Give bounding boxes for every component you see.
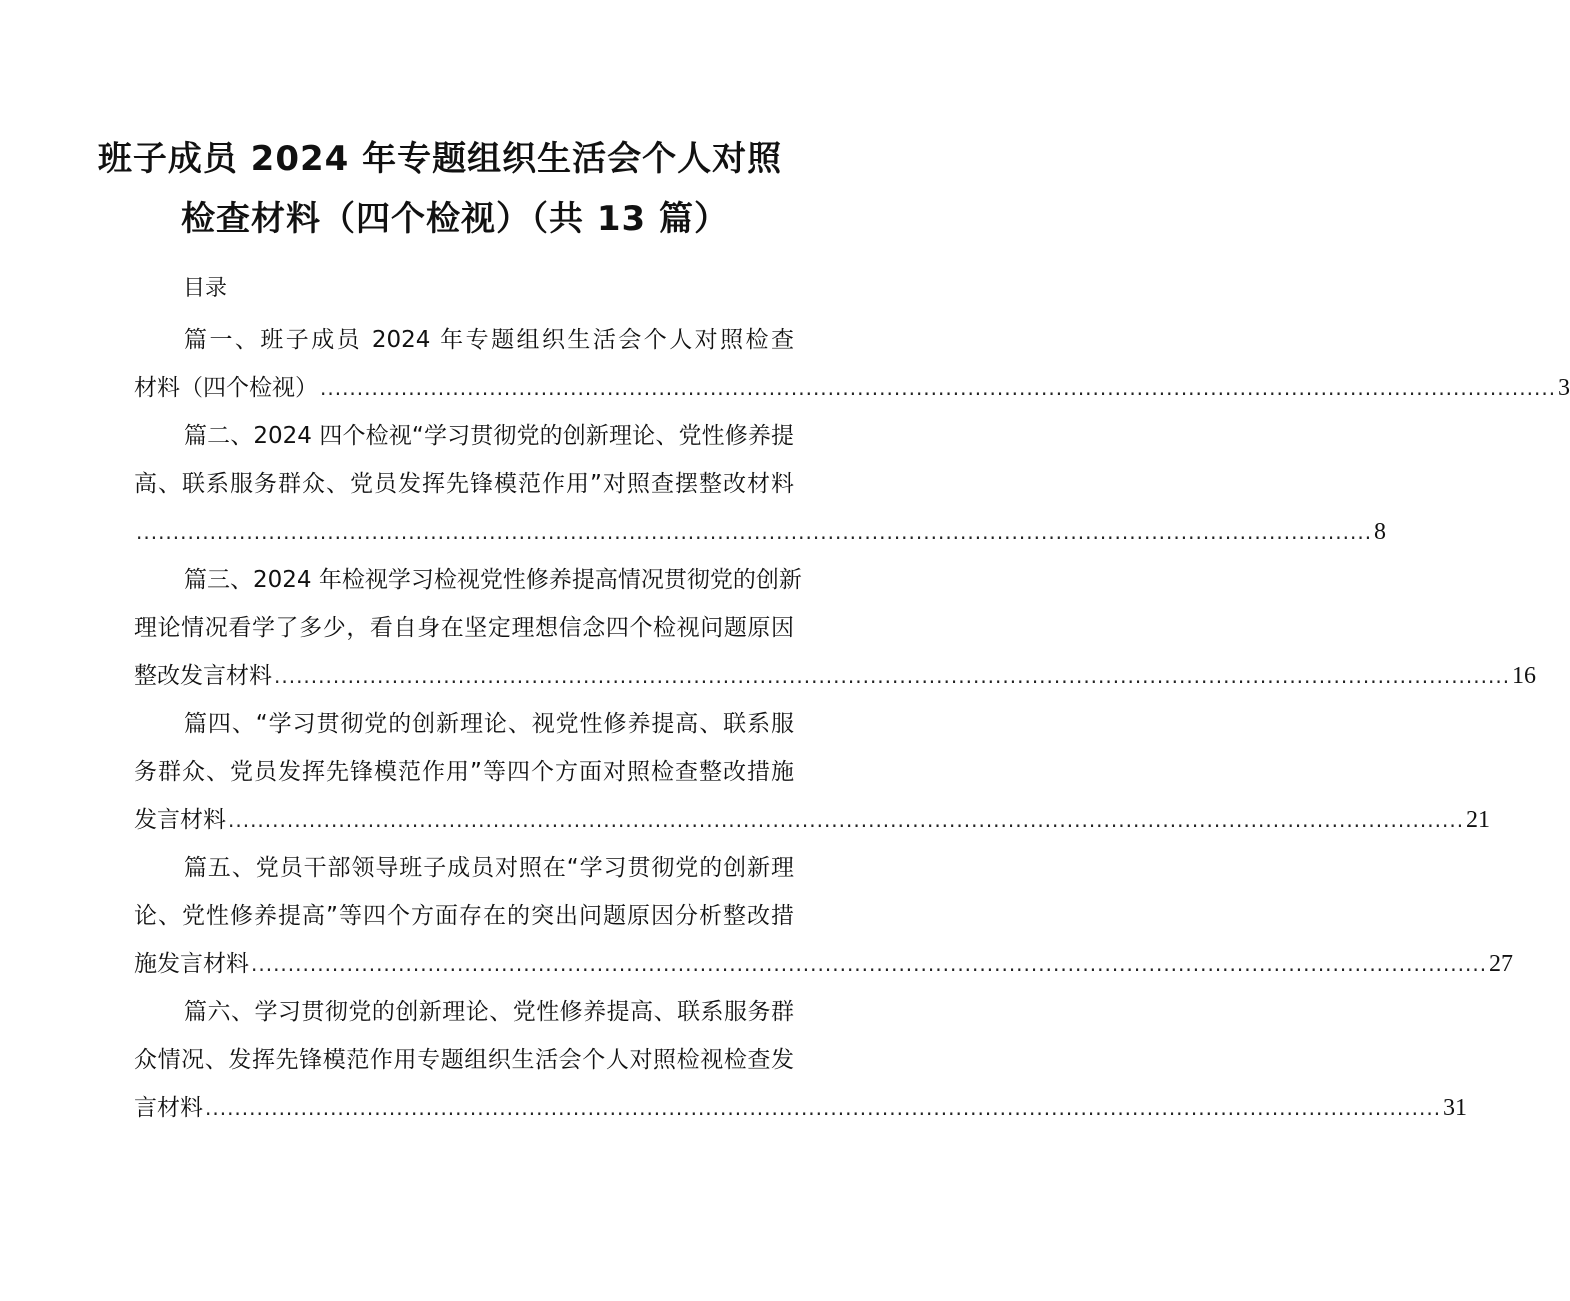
toc-entry-6-leader-dots: ........................................................................................................................................................................ (205, 1096, 1442, 1120)
toc-entry-6[interactable] (134, 988, 1468, 1132)
toc-entry-5[interactable] (134, 844, 1514, 988)
toc-entry-5-leader-dots: ........................................................................................................................................................................ (251, 952, 1488, 976)
toc-entry-2-page-number: 8 (1374, 519, 1387, 545)
toc-entry-2-line-2: 高、联系服务群众、党员发挥先锋模范作用”对照查摆整改材料 (134, 471, 794, 497)
toc-entry-1-page-number: 3 (1558, 375, 1570, 401)
toc-entry-1[interactable] (134, 316, 1570, 412)
toc-entry-4-leader-dots: ........................................................................................................................................................................ (228, 808, 1465, 832)
toc-entry-3-line-1: 篇三、2024 年检视学习检视党性修养提高情况贯彻党的创新 (184, 567, 802, 593)
toc-entry-6-tail-text: 言材料 (134, 1095, 203, 1121)
toc-entry-6-last-line (134, 1084, 1468, 1132)
toc-entry-2-last-line (134, 508, 1387, 556)
toc-entry-2-leader-dots: ........................................................................................................................................................................ (136, 520, 1373, 544)
toc-entry-1-tail-text: 材料（四个检视） (134, 375, 318, 401)
toc-entry-4[interactable] (134, 700, 1491, 844)
toc-entry-6-line-1: 篇六、学习贯彻党的创新理论、党性修养提高、联系服务群 (184, 999, 794, 1025)
toc-entry-4-line-1: 篇四、“学习贯彻党的创新理论、视党性修养提高、联系服 (184, 711, 794, 737)
toc-entry-2[interactable] (134, 412, 1387, 556)
toc-entry-5-line-1: 篇五、党员干部领导班子成员对照在“学习贯彻党的创新理 (184, 855, 794, 881)
toc-entry-1-last-line (134, 364, 1570, 412)
toc-entry-1-leader-dots: ........................................................................................................................................................................ (320, 376, 1557, 400)
toc-entry-6-line-2: 众情况、发挥先锋模范作用专题组织生活会个人对照检视检查发 (134, 1047, 794, 1073)
document-title-line-2: 检查材料（四个检视）（共 13 篇） (181, 199, 729, 239)
toc-entry-5-last-line (134, 940, 1514, 988)
toc-entry-5-tail-text: 施发言材料 (134, 951, 249, 977)
toc-entry-3-leader-dots: ........................................................................................................................................................................ (274, 664, 1511, 688)
toc-heading: 目录 (183, 276, 228, 301)
document-title-line-1: 班子成员 2024 年专题组织生活会个人对照 (97, 139, 783, 179)
toc-entry-4-line-2: 务群众、党员发挥先锋模范作用”等四个方面对照检查整改措施 (134, 759, 794, 785)
toc-entry-4-page-number: 21 (1466, 807, 1491, 833)
toc-entry-3-page-number: 16 (1512, 663, 1537, 689)
toc-entry-4-tail-text: 发言材料 (134, 807, 226, 833)
toc-entry-3[interactable] (134, 556, 1537, 700)
toc-entry-3-last-line (134, 652, 1537, 700)
toc-entry-5-page-number: 27 (1489, 951, 1514, 977)
table-of-contents (134, 316, 1570, 1132)
toc-entry-2-line-1: 篇二、2024 四个检视“学习贯彻党的创新理论、党性修养提 (184, 423, 794, 449)
toc-entry-3-tail-text: 整改发言材料 (134, 663, 272, 689)
toc-entry-1-line-1: 篇一、班子成员 2024 年专题组织生活会个人对照检查 (184, 327, 794, 353)
toc-entry-3-line-2: 理论情况看学了多少，看自身在坚定理想信念四个检视问题原因 (134, 615, 794, 641)
toc-entry-5-line-2: 论、党性修养提高”等四个方面存在的突出问题原因分析整改措 (134, 903, 794, 929)
toc-entry-6-page-number: 31 (1443, 1095, 1468, 1121)
toc-entry-4-last-line (134, 796, 1491, 844)
